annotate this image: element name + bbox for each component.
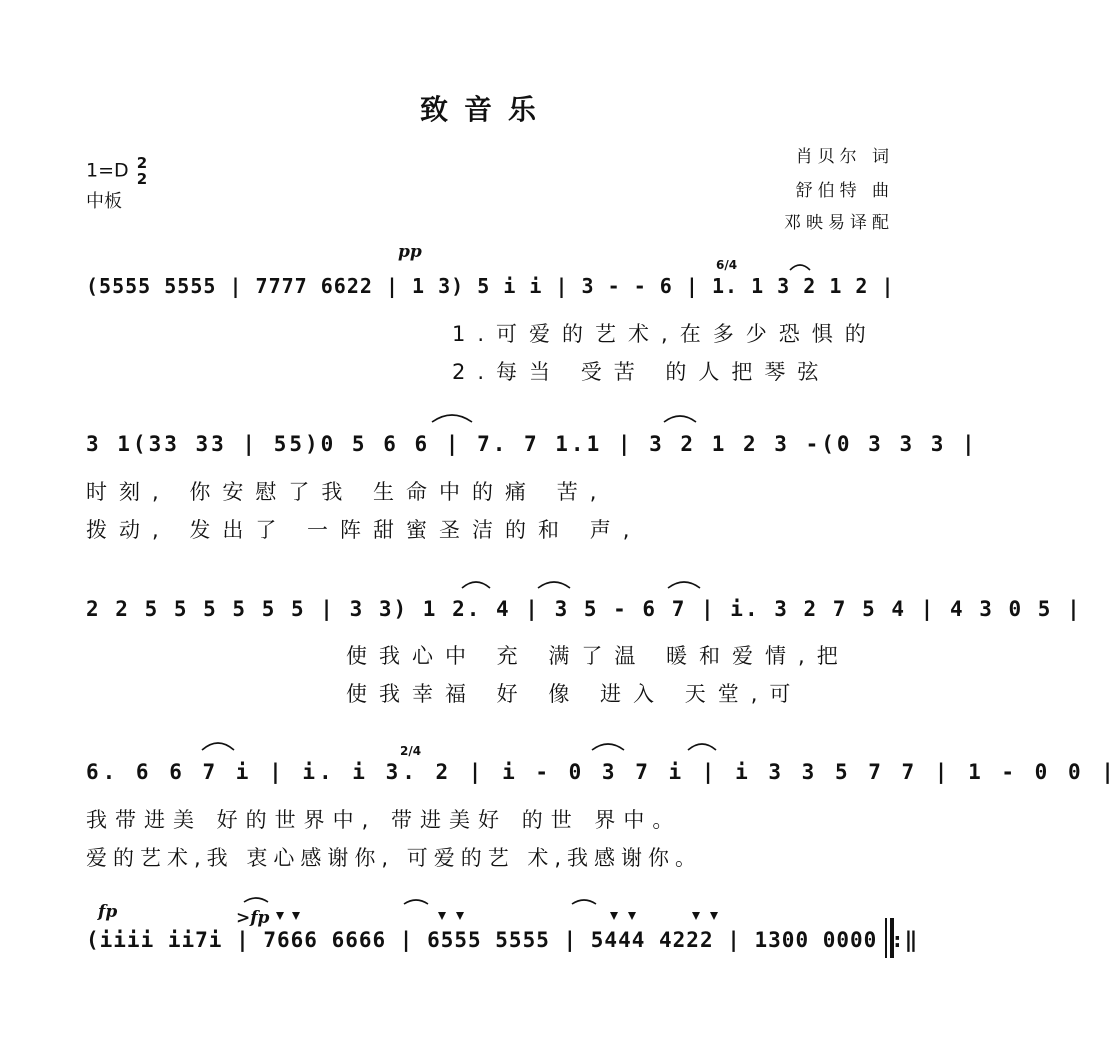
dynamic-pp: pp [398,242,422,262]
tie-mark [462,582,490,588]
tie-mark [538,582,570,588]
tie-mark [688,744,716,750]
time-numerator: 2 [136,154,148,172]
tie-mark [432,415,472,422]
dynamic-accent-fp: >fp [236,908,270,928]
tie-mark [592,744,624,750]
time-denominator: 2 [136,170,148,188]
system4-notation: 6. 6 6 7 i | i. i 3. 2 | i - 0 3 7 i | i 3 3 5 7 7 | 1 - 0 0 | [86,760,1118,784]
accent-triangle [710,912,718,920]
system5-notation: (iiii ii7i | 7666 6666 | 6555 5555 | 5444 4222 | 1300 0000 :‖ [86,928,919,952]
tie-mark [404,900,428,904]
key-label: 1=D [86,159,129,182]
system2-notation: 3 1(33 33 | 55)0 5 6 6 | 7. 7 1.1 | 3 2 1 2 3 -(0 3 3 3 | [86,432,978,456]
dynamic-fp: fp [98,902,118,922]
accent-triangle [456,912,464,920]
tie-mark [572,900,596,904]
accent-triangle [628,912,636,920]
accent-triangle [276,912,284,920]
system2-lyric-verse1: 时刻, 你安慰了我 生命中的痛 苦, [86,480,609,504]
translator-credit: 邓映易译配 [784,213,894,233]
system3-lyric-verse2: 使我幸福 好 像 进入 天堂,可 [346,682,803,706]
tie-mark [664,416,696,422]
system1-lyric-verse1: 1.可爱的艺术,在多少恐惧的 [452,322,878,346]
system1-notation: (5555 5555 | 7777 6622 | 1 3) 5 i i | 3 - - 6 | 1. 1 3 2 1 2 | [86,274,895,298]
system3-notation: 2 2 5 5 5 5 5 5 | 3 3) 1 2. 4 | 3 5 - 6 7 | i. 3 2 7 5 4 | 4 3 0 5 | [86,597,1082,621]
tie-mark [244,898,268,902]
accent-triangle [438,912,446,920]
accent-triangle [292,912,300,920]
song-title: 致音乐 [419,93,552,126]
lyricist-credit: 肖贝尔 词 [795,147,894,167]
system3-lyric-verse1: 使我心中 充 满了温 暖和爱情,把 [346,644,850,668]
tempo-marking: 中板 [86,191,122,212]
composer-credit: 舒伯特 曲 [795,181,894,201]
tie-mark [202,743,234,750]
system4-lyric-verse2: 爱的艺术,我 衷心感谢你, 可爱的艺 术,我感谢你。 [86,846,703,870]
accent-triangle [692,912,700,920]
tie-mark [668,582,700,588]
system4-lyric-verse1: 我带进美 好的世界中, 带进美好 的世 界中。 [86,808,682,832]
tie-mark [790,265,810,270]
system4-time-change: 2/4 [400,744,422,758]
system1-lyric-verse2: 2.每当 受苦 的人把琴弦 [452,360,831,384]
system1-time-change: 6/4 [716,258,738,272]
accent-triangle [610,912,618,920]
system2-lyric-verse2: 拨动, 发出了 一阵甜蜜圣洁的和 声, [86,518,642,542]
